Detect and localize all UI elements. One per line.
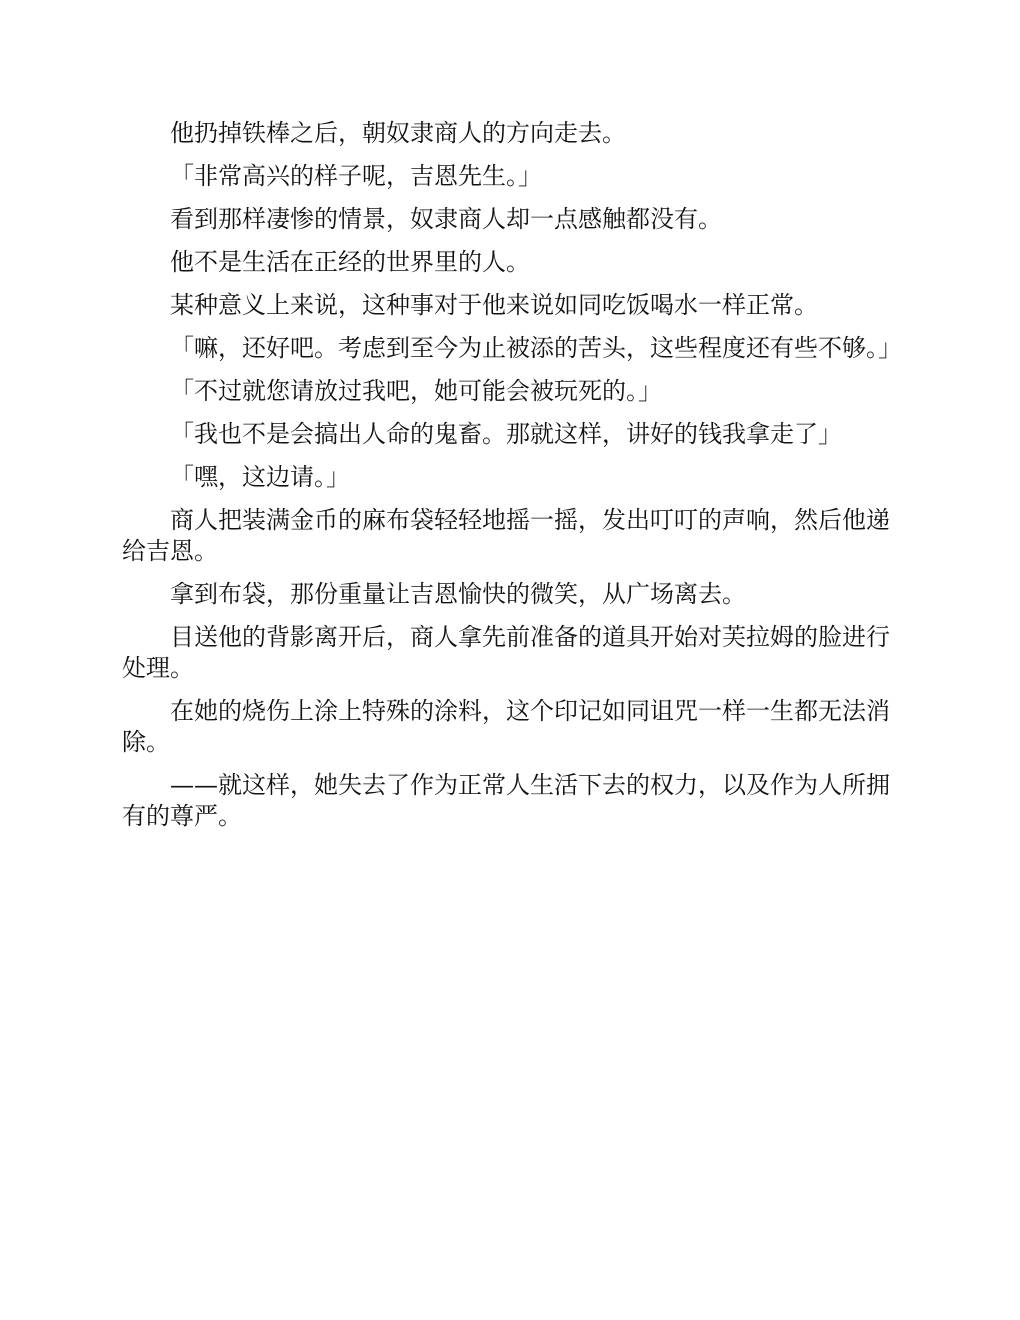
paragraph: 「嘛，还好吧。考虑到至今为止被添的苦头，这些程度还有些不够。」	[170, 334, 902, 362]
paragraph: 「非常高兴的样子呢，吉恩先生。」	[170, 162, 542, 190]
paragraph: 看到那样凄惨的情景，奴隶商人却一点感触都没有。	[170, 205, 722, 233]
paragraph: 在她的烧伤上涂上特殊的涂料，这个印记如同诅咒一样一生都无法消除。	[122, 697, 890, 756]
paragraph: 「嘿，这边请。」	[170, 463, 350, 491]
paragraph: 他不是生活在正经的世界里的人。	[170, 248, 530, 276]
paragraph: 他扔掉铁棒之后，朝奴隶商人的方向走去。	[170, 119, 626, 147]
document-page	[122, 118, 902, 844]
paragraph: 「我也不是会搞出人命的鬼畜。那就这样，讲好的钱我拿走了」	[170, 420, 842, 448]
paragraph: 「不过就您请放过我吧，她可能会被玩死的。」	[170, 377, 662, 405]
paragraph: ——就这样，她失去了作为正常人生活下去的权力，以及作为人所拥有的尊严。	[122, 771, 890, 830]
paragraph: 商人把装满金币的麻布袋轻轻地摇一摇，发出叮叮的声响，然后他递给吉恩。	[122, 506, 890, 565]
paragraph: 拿到布袋，那份重量让吉恩愉快的微笑，从广场离去。	[170, 580, 746, 608]
paragraph: 目送他的背影离开后，商人拿先前准备的道具开始对芙拉姆的脸进行处理。	[122, 623, 890, 682]
paragraph: 某种意义上来说，这种事对于他来说如同吃饭喝水一样正常。	[170, 291, 818, 319]
